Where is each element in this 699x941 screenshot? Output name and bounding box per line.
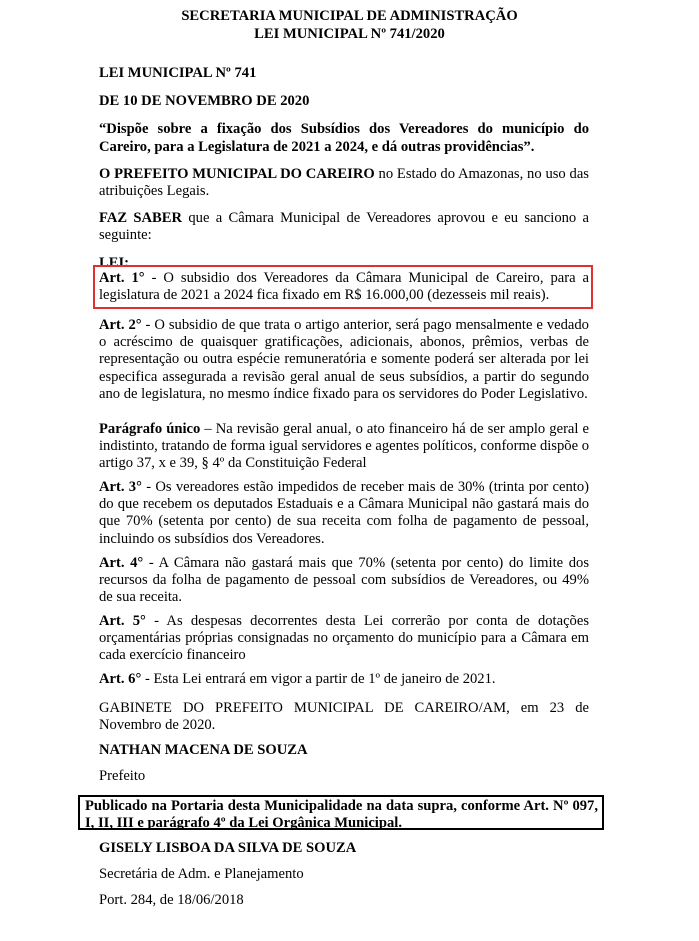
intro-text: no Estado do Amazonas, no uso das atribuições Legais. xyxy=(99,165,589,200)
faz-saber-bold: FAZ SABER xyxy=(99,210,183,227)
intro-paragraph xyxy=(99,166,589,200)
art1-text: - O subsidio dos Vereadores da Câmara Municipal de Careiro, para a legislatura de 2021 a 2024 fica fixado em R$ 16.000,00 (dezesseis mil reais). xyxy=(99,270,589,304)
art6-label: Art. 6° xyxy=(99,671,142,687)
signer-2-name: GISELY LISBOA DA SILVA DE SOUZA xyxy=(99,840,357,856)
article-4 xyxy=(99,555,589,607)
paragrafo-text: – Na revisão geral anual, o ato financeiro há de ser amplo geral e indistinto, tratando de forma igual servidores e agentes políticos, conforme dispõe o artigo 37, x e 39, § 4º da Constituição Federal xyxy=(99,421,589,472)
article-2 xyxy=(99,317,589,403)
signer-1-role: Prefeito xyxy=(99,768,146,784)
article-1 xyxy=(99,270,589,304)
signer-2-role: Secretária de Adm. e Planejamento xyxy=(99,866,304,882)
header-secretariat: SECRETARIA MUNICIPAL DE ADMINISTRAÇÃO xyxy=(181,8,518,24)
law-date: DE 10 DE NOVEMBRO DE 2020 xyxy=(99,93,310,110)
publication-text: Publicado na Portaria desta Municipalidade na data supra, conforme Art. Nº 097, I, II, III e parágrafo 4º da Lei Orgânica Municipal. xyxy=(85,798,598,832)
art2-text: - O subsidio de que trata o artigo anterior, será pago mensalmente e vedado o acréscimo de quaisquer gratificações, adicionais, abonos, prêmios, verbas de representação ou outra espécie remuneratória e somente poderá ser alterada por lei especifica assegurada a revisão geral anual de seus subsídios, a partir do segundo ano de legislatura, no mesmo índice fixado para os servidores do Poder Legislativo. xyxy=(99,317,589,402)
law-summary: “Dispõe sobre a fixação dos Subsídios dos Vereadores do município do Careiro, para a Legislatura de 2021 a 2024, e dá outras providências”. xyxy=(99,121,589,155)
document-body xyxy=(99,65,589,282)
law-title: LEI MUNICIPAL Nº 741 xyxy=(99,65,257,81)
art5-label: Art. 5° xyxy=(99,613,146,629)
signer-2-portaria: Port. 284, de 18/06/2018 xyxy=(99,892,244,908)
signer-1-name: NATHAN MACENA DE SOUZA xyxy=(99,742,308,758)
art2-label: Art. 2° xyxy=(99,317,142,333)
faz-saber-paragraph xyxy=(99,210,589,244)
art4-label: Art. 4° xyxy=(99,555,144,571)
faz-saber-text: que a Câmara Municipal de Vereadores aprovou e eu sanciono a seguinte: xyxy=(99,210,589,244)
art3-text: - Os vereadores estão impedidos de receber mais de 30% (trinta por cento) do que recebem os deputados Estaduais e a Câmara Municipal não gastará mais do que 70% (setenta por cento) de sua receita com folha de pagamento de pessoal, incluindo os subsídios dos Vereadores. xyxy=(99,479,589,547)
article-3 xyxy=(99,479,589,548)
article-6 xyxy=(99,671,589,688)
gabinete-line: GABINETE DO PREFEITO MUNICIPAL DE CAREIRO/AM, em 23 de Novembro de 2020. xyxy=(99,700,589,734)
art1-label: Art. 1° xyxy=(99,270,145,286)
art4-text: - A Câmara não gastará mais que 70% (setenta por cento) do limite dos recursos da folha de pagamento de pessoal com subsídios de Vereadores, ou 49% de sua receita. xyxy=(99,555,590,606)
paragrafo-label: Parágrafo único xyxy=(99,421,201,437)
lei-label: LEI: xyxy=(99,254,130,271)
publication-box xyxy=(78,795,604,830)
article-5 xyxy=(99,613,589,665)
art6-text: - Esta Lei entrará em vigor a partir de 1º de janeiro de 2021. xyxy=(141,671,496,687)
intro-bold: O PREFEITO MUNICIPAL DO CAREIRO xyxy=(99,165,375,182)
document-header xyxy=(0,8,699,43)
art3-label: Art. 3° xyxy=(99,479,142,495)
header-law-number: LEI MUNICIPAL Nº 741/2020 xyxy=(254,25,445,42)
paragrafo-unico xyxy=(99,421,589,473)
art5-text: - As despesas decorrentes desta Lei correrão por conta de dotações orçamentárias próprias consignadas no orçamento do município para a Câmara em cada exercício financeiro xyxy=(99,613,590,664)
